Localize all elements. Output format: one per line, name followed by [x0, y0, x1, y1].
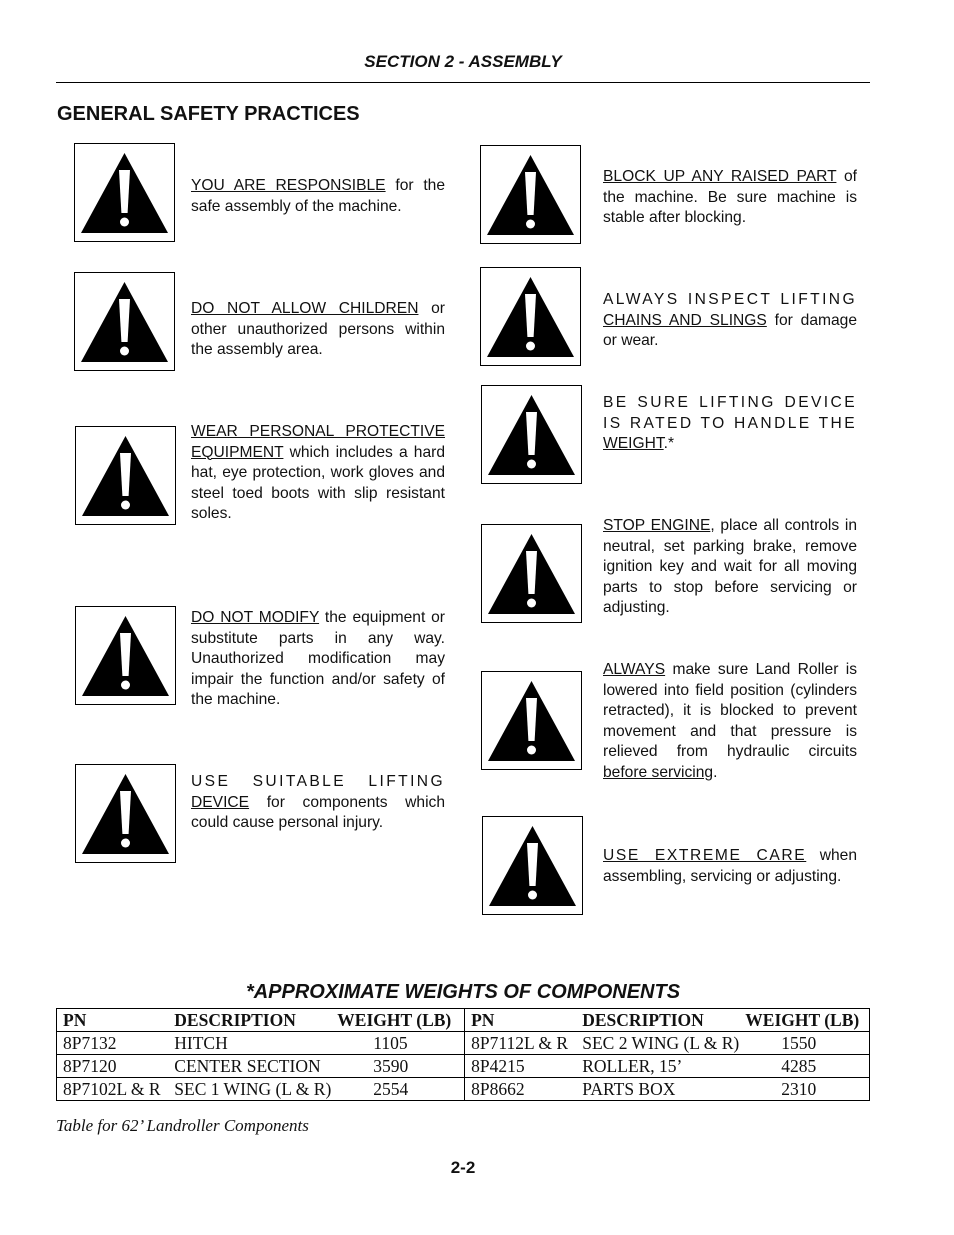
- table-cell: 2310: [739, 1078, 869, 1101]
- safety-item-emphasis: USE EXTREME CARE: [603, 847, 807, 864]
- safety-item-text: for damage or wear.: [603, 311, 857, 350]
- weights-title: *APPROXIMATE WEIGHTS OF COMPONENTS: [245, 981, 681, 1003]
- safety-item-text: or other unauthorized persons within the assembly area.: [191, 300, 445, 359]
- safety-item-emphasis: BLOCK UP ANY RAISED PART: [603, 168, 837, 185]
- warning-icon-box: [481, 524, 582, 623]
- safety-item-text: of the machine. Be sure machine is stable after blocking.: [603, 168, 858, 227]
- safety-item-text: , place all controls in neutral, set parking brake, remove ignition key and wait for all moving parts to stop before servicing or adjusting.: [603, 517, 858, 617]
- safety-item: [191, 422, 445, 525]
- header-rule: [56, 82, 870, 83]
- table-cell: ROLLER, 15’: [576, 1055, 739, 1078]
- warning-icon-box: [75, 606, 176, 705]
- safety-item: [603, 516, 857, 619]
- table-row: [57, 1055, 870, 1078]
- section-header: SECTION 2 - ASSEMBLY: [364, 52, 562, 71]
- safety-item-emphasis: CHAINS AND SLINGS: [603, 311, 767, 329]
- warning-icon-box: [481, 671, 582, 770]
- safety-item-emphasis: DO NOT ALLOW CHILDREN: [191, 300, 419, 317]
- safety-item-lead: ALWAYS INSPECT LIFTING: [603, 291, 857, 308]
- warning-icon-box: [481, 385, 582, 484]
- table-cell: 3590: [331, 1055, 464, 1078]
- safety-item: [191, 772, 445, 834]
- safety-item: [603, 167, 857, 229]
- warning-icon-box: [480, 267, 581, 366]
- safety-item-emphasis: ALWAYS: [603, 661, 666, 678]
- safety-item-emphasis: DO NOT MODIFY: [191, 609, 320, 626]
- safety-item-emphasis: DEVICE: [191, 793, 250, 811]
- safety-item: [191, 176, 445, 217]
- table-cell: HITCH: [168, 1032, 331, 1055]
- warning-exclamation-icon: [79, 768, 172, 859]
- table-caption: Table for 62’ Landroller Components: [56, 1116, 309, 1135]
- table-cell: 1550: [739, 1032, 869, 1055]
- warning-icon-box: [482, 816, 583, 915]
- table-row: [57, 1078, 870, 1101]
- weights-table: [56, 1008, 870, 1101]
- column-header: DESCRIPTION: [576, 1009, 739, 1032]
- warning-exclamation-icon: [485, 389, 578, 480]
- table-cell: CENTER SECTION: [168, 1055, 331, 1078]
- safety-item: [603, 290, 857, 352]
- warning-exclamation-icon: [486, 820, 579, 911]
- safety-item-emphasis: WEAR PERSONAL PROTECTIVE EQUIPMENT: [191, 423, 445, 461]
- warning-exclamation-icon: [78, 276, 171, 367]
- warning-exclamation-icon: [485, 675, 578, 766]
- page-title: GENERAL SAFETY PRACTICES: [57, 103, 360, 125]
- warning-exclamation-icon: [78, 147, 171, 238]
- table-cell: 8P4215: [465, 1055, 577, 1078]
- table-cell: SEC 2 WING (L & R): [576, 1032, 739, 1055]
- table-cell: 4285: [739, 1055, 869, 1078]
- page-number: 2-2: [450, 1158, 476, 1177]
- safety-item: [603, 660, 857, 784]
- table-cell: 1105: [331, 1032, 464, 1055]
- warning-icon-box: [74, 143, 175, 242]
- warning-exclamation-icon: [485, 528, 578, 619]
- warning-icon-box: [74, 272, 175, 371]
- table-cell: 2554: [331, 1078, 464, 1101]
- column-header: PN: [465, 1009, 577, 1032]
- safety-item-lead: BE SURE LIFTING DEVICE IS RATED TO HANDLE THE: [603, 394, 857, 432]
- table-cell: SEC 1 WING (L & R): [168, 1078, 331, 1101]
- safety-item-text: .*: [663, 435, 675, 453]
- safety-item-text: for the safe assembly of the machine.: [191, 177, 445, 215]
- warning-icon-box: [75, 764, 176, 863]
- warning-icon-box: [75, 426, 176, 525]
- table-cell: 8P7112L & R: [465, 1032, 577, 1055]
- safety-item-text: which includes a hard hat, eye protection, work gloves and steel toed boots with slip resistant soles.: [191, 443, 445, 523]
- column-header: PN: [57, 1009, 169, 1032]
- table-cell: PARTS BOX: [576, 1078, 739, 1101]
- safety-item-text-end: .: [713, 763, 718, 781]
- warning-icon-box: [480, 145, 581, 244]
- safety-item-emphasis: STOP ENGINE: [603, 517, 711, 534]
- warning-exclamation-icon: [79, 430, 172, 521]
- safety-item: [191, 608, 445, 711]
- safety-item: [191, 299, 445, 361]
- table-cell: 8P7120: [57, 1055, 169, 1078]
- column-header: WEIGHT (LB): [739, 1009, 869, 1032]
- safety-item: [603, 393, 857, 455]
- warning-exclamation-icon: [79, 610, 172, 701]
- warning-exclamation-icon: [484, 271, 577, 362]
- safety-item-text: the equipment or substitute parts in any way. Unauthorized modification may impair the function and/or safety of the machine.: [191, 609, 445, 709]
- warning-exclamation-icon: [484, 149, 577, 240]
- safety-item-emphasis-2: before servicing: [603, 763, 714, 781]
- safety-item-text: make sure Land Roller is lowered into field position (cylinders retracted), it is blocked to prevent movement and that pressure is relieved from hydraulic circuits: [603, 661, 857, 761]
- table-header-row: [57, 1009, 870, 1032]
- column-header: DESCRIPTION: [168, 1009, 331, 1032]
- column-header: WEIGHT (LB): [331, 1009, 464, 1032]
- safety-item-emphasis: WEIGHT: [603, 435, 664, 453]
- safety-item-text: for components which could cause personal injury.: [191, 793, 445, 832]
- safety-item-text: when assembling, servicing or adjusting.: [603, 847, 857, 885]
- safety-item: [603, 846, 857, 887]
- table-row: [57, 1032, 870, 1055]
- table-cell: 8P7132: [57, 1032, 169, 1055]
- safety-item-emphasis: YOU ARE RESPONSIBLE: [191, 177, 386, 194]
- table-cell: 8P7102L & R: [57, 1078, 169, 1101]
- table-cell: 8P8662: [465, 1078, 577, 1101]
- safety-item-lead: USE SUITABLE LIFTING: [191, 773, 445, 790]
